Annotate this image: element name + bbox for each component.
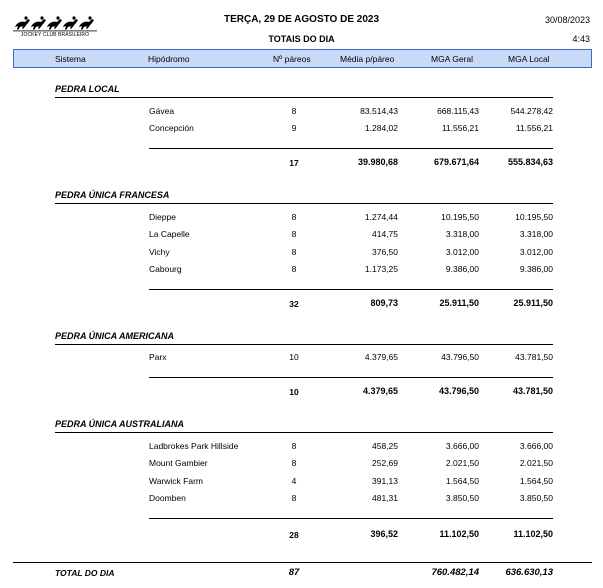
subtotal-divider xyxy=(149,377,553,378)
subtotal-media: 4.379,65 xyxy=(362,386,398,396)
pareos-cell: 4 xyxy=(291,476,297,486)
hipodromo-cell: Dieppe xyxy=(149,212,176,222)
hipodromo-cell: Parx xyxy=(149,352,167,362)
pareos-cell: 8 xyxy=(291,247,297,257)
total-mga-geral: 760.482,14 xyxy=(431,567,479,578)
report-date-title: TERÇA, 29 DE AGOSTO DE 2023 xyxy=(223,14,380,25)
total-pareos: 87 xyxy=(288,567,300,578)
section-divider xyxy=(55,432,553,433)
mga-local-cell: 2.021,50 xyxy=(519,458,553,468)
media-cell: 252,69 xyxy=(372,458,398,468)
section-divider xyxy=(55,344,553,345)
hipodromo-cell: Mount Gambier xyxy=(149,458,208,468)
mga-geral-cell: 3.850,50 xyxy=(445,493,479,503)
mga-geral-cell: 11.556,21 xyxy=(441,123,479,133)
section-title: PEDRA ÚNICA AMERICANA xyxy=(55,331,174,341)
pareos-cell: 8 xyxy=(291,493,297,503)
mga-local-cell: 1.564,50 xyxy=(519,476,553,486)
pareos-cell: 8 xyxy=(291,441,297,451)
mga-geral-cell: 3.666,00 xyxy=(445,441,479,451)
subtotal-pareos: 10 xyxy=(289,387,299,397)
col-mga-local: MGA Local xyxy=(508,54,550,64)
media-cell: 481,31 xyxy=(372,493,398,503)
mga-geral-cell: 2.021,50 xyxy=(445,458,479,468)
mga-local-cell: 3.666,00 xyxy=(519,441,553,451)
hipodromo-cell: Doomben xyxy=(149,493,186,503)
mga-local-cell: 9.386,00 xyxy=(519,264,553,274)
subtotal-pareos: 17 xyxy=(289,158,299,168)
col-hipodromo: Hipódromo xyxy=(148,54,190,64)
mga-local-cell: 10.195,50 xyxy=(515,212,553,222)
pareos-cell: 8 xyxy=(291,229,297,239)
subtotal-divider xyxy=(149,148,553,149)
subtotal-mga-local: 43.781,50 xyxy=(512,386,553,396)
media-cell: 376,50 xyxy=(372,247,398,257)
mga-local-cell: 3.850,50 xyxy=(519,493,553,503)
section-title: PEDRA LOCAL xyxy=(55,84,120,94)
media-cell: 414,75 xyxy=(372,229,398,239)
pareos-cell: 8 xyxy=(291,106,297,116)
subtotal-mga-local: 555.834,63 xyxy=(507,157,553,167)
report-title: TOTAIS DO DIA xyxy=(268,34,335,44)
col-mga-geral: MGA Geral xyxy=(431,54,474,64)
col-sistema: Sistema xyxy=(55,54,86,64)
section-divider xyxy=(55,97,553,98)
subtotal-mga-geral: 43.796,50 xyxy=(438,386,479,396)
hipodromo-cell: Concepción xyxy=(149,123,194,133)
subtotal-divider xyxy=(149,289,553,290)
total-divider xyxy=(13,562,592,563)
mga-geral-cell: 3.318,00 xyxy=(445,229,479,239)
subtotal-mga-local: 25.911,50 xyxy=(513,298,553,308)
subtotal-media: 809,73 xyxy=(370,298,398,308)
section-title: PEDRA ÚNICA AUSTRALIANA xyxy=(55,419,184,429)
media-cell: 458,25 xyxy=(372,441,398,451)
hipodromo-cell: Cabourg xyxy=(149,264,182,274)
mga-geral-cell: 10.195,50 xyxy=(441,212,479,222)
pareos-cell: 10 xyxy=(289,352,299,362)
hipodromo-cell: Vichy xyxy=(149,247,170,257)
hipodromo-cell: Gávea xyxy=(149,106,175,116)
subtotal-pareos: 32 xyxy=(289,299,299,309)
print-date: 30/08/2023 xyxy=(544,15,590,25)
mga-geral-cell: 3.012,00 xyxy=(445,247,479,257)
mga-local-cell: 11.556,21 xyxy=(515,123,553,133)
subtotal-mga-geral: 11.102,50 xyxy=(439,529,479,539)
subtotal-mga-geral: 679.671,64 xyxy=(433,157,479,167)
mga-local-cell: 544.278,42 xyxy=(510,106,553,116)
pareos-cell: 8 xyxy=(291,264,297,274)
subtotal-divider xyxy=(149,518,553,519)
hipodromo-cell: La Capelle xyxy=(149,229,190,239)
col-pareos: Nº páreos xyxy=(273,54,311,64)
subtotal-media: 39.980,68 xyxy=(357,157,398,167)
subtotal-mga-geral: 25.911,50 xyxy=(439,298,479,308)
media-cell: 83.514,43 xyxy=(360,106,398,116)
logo-text: JOCKEY CLUB BRASILEIRO xyxy=(20,32,90,38)
mga-geral-cell: 1.564,50 xyxy=(445,476,479,486)
subtotal-mga-local: 11.102,50 xyxy=(513,529,553,539)
media-cell: 1.284,02 xyxy=(364,123,398,133)
pareos-cell: 8 xyxy=(291,458,297,468)
mga-geral-cell: 668.115,43 xyxy=(437,106,479,116)
col-media: Média p/páreo xyxy=(340,54,395,64)
mga-geral-cell: 9.386,00 xyxy=(445,264,479,274)
mga-local-cell: 3.318,00 xyxy=(519,229,553,239)
pareos-cell: 8 xyxy=(291,212,297,222)
total-label: TOTAL DO DIA xyxy=(55,568,115,578)
mga-local-cell: 3.012,00 xyxy=(519,247,553,257)
media-cell: 1.173,25 xyxy=(364,264,398,274)
hipodromo-cell: Warwick Farm xyxy=(149,476,203,486)
column-header-bar xyxy=(13,49,592,68)
section-divider xyxy=(55,203,553,204)
hipodromo-cell: Ladbrokes Park Hillside xyxy=(149,441,239,451)
media-cell: 391,13 xyxy=(372,476,398,486)
mga-local-cell: 43.781,50 xyxy=(515,352,553,362)
media-cell: 4.379,65 xyxy=(364,352,398,362)
subtotal-media: 396,52 xyxy=(370,529,398,539)
section-title: PEDRA ÚNICA FRANCESA xyxy=(55,190,170,200)
media-cell: 1.274,44 xyxy=(364,212,398,222)
subtotal-pareos: 28 xyxy=(289,530,299,540)
print-time: 4:43 xyxy=(572,34,590,44)
pareos-cell: 9 xyxy=(291,123,297,133)
total-mga-local: 636.630,13 xyxy=(505,567,553,578)
mga-geral-cell: 43.796,50 xyxy=(441,352,479,362)
